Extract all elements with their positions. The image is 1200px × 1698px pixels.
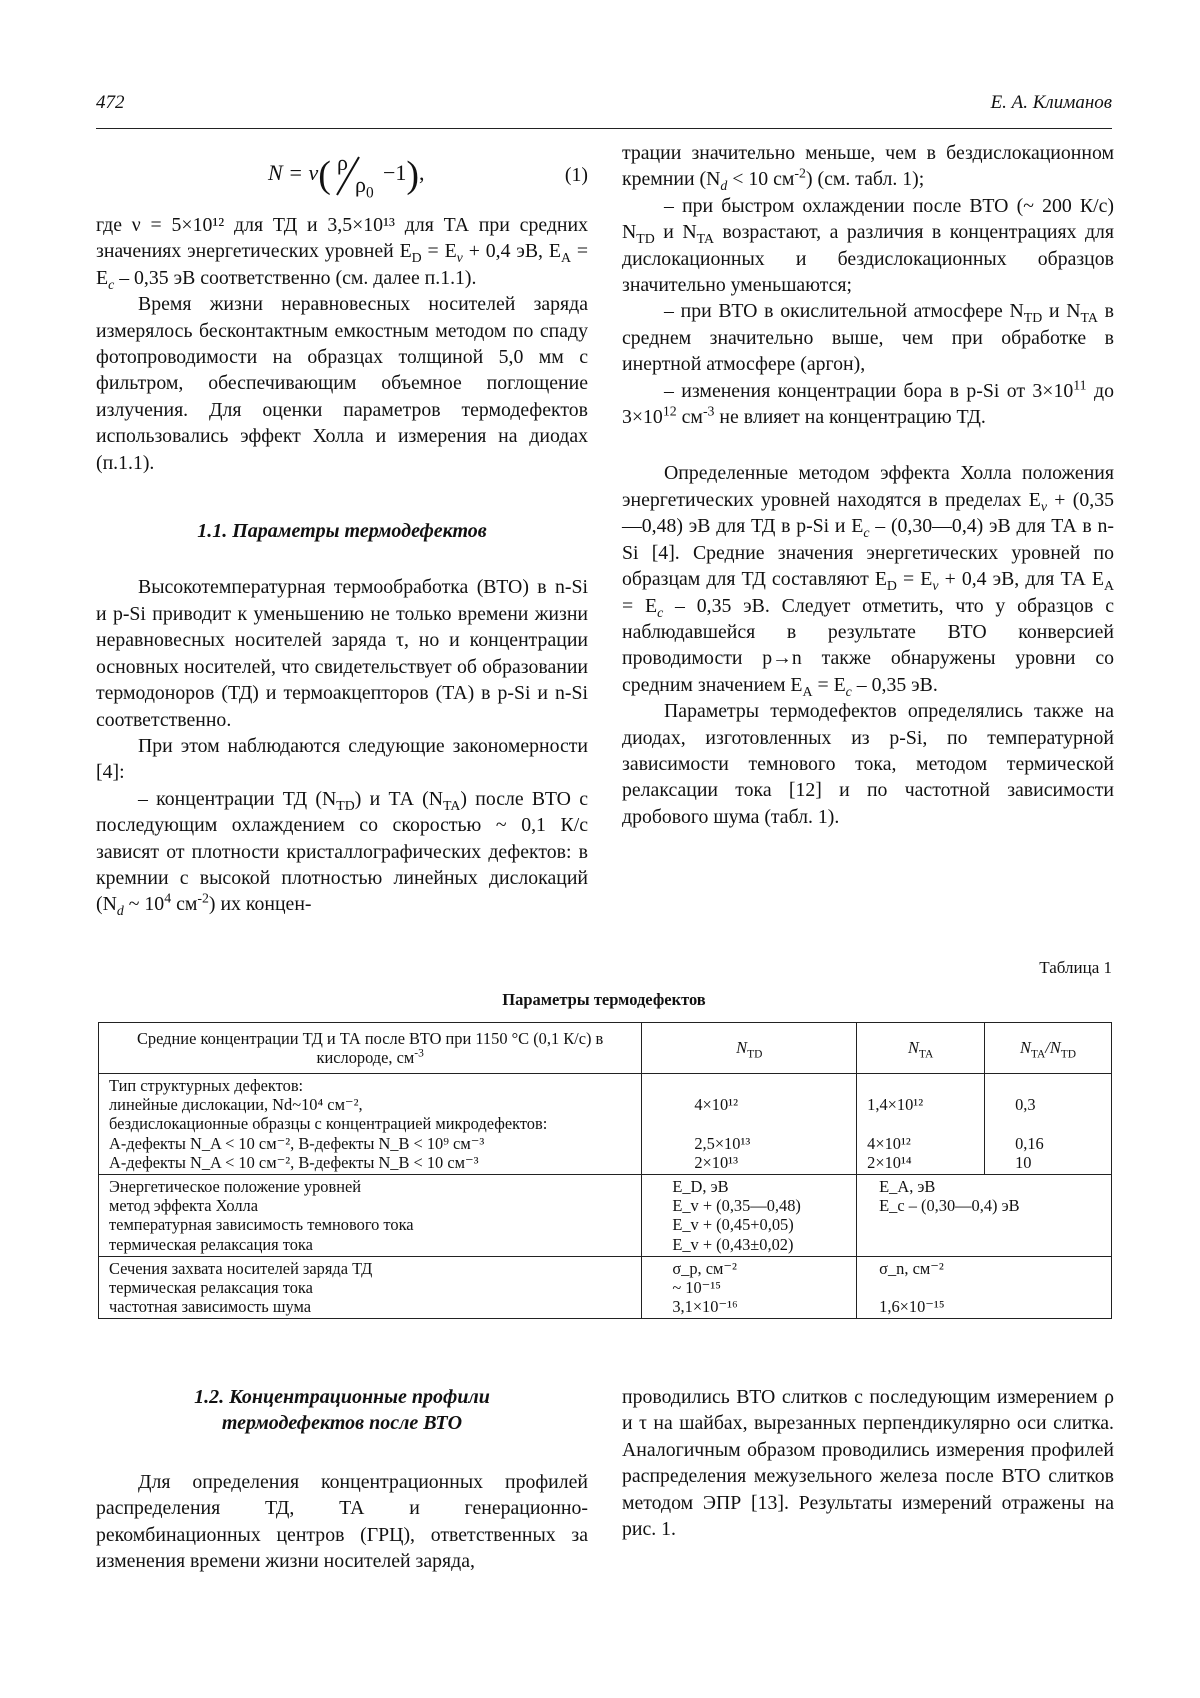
cell-ntd-values: 4×10¹² 2,5×10¹³ 2×10¹³ (642, 1074, 857, 1175)
equation-formula: N = ν( ρ $\rho_0$ −1), (268, 150, 425, 202)
paragraph-ingots: проводились ВТО слитков с последующим измерением ρ и τ на шайбах, вырезанных перпендикулярно оси слитка. Аналогичным образом проводились измерения профилей распределения межузельного железа после ВТО слитков методом ЭПР [13]. Результаты измерений отражены на рис. 1. (622, 1386, 1114, 1541)
running-header (96, 92, 1112, 129)
cell-nta-values: 1,4×10¹² 4×10¹² 2×10¹⁴ (857, 1074, 985, 1175)
fraction: ρ $\rho_0$ (336, 150, 374, 202)
paragraph-regularities: При этом наблюдаются следующие закономерности [4]: (96, 734, 588, 784)
cell-ratio-values: 0,3 0,16 10 (985, 1074, 1112, 1175)
cell-defect-types: Тип структурных дефектов: линейные дислокации, Nd~10⁴ см⁻², бездислокационные образцы с концентрацией микродефектов: А-дефекты N_A < 10 см⁻², В-дефекты N_B < 10⁹ см⁻³ А-дефекты N_A < 10 см⁻², В-дефекты N_B < 10 см⁻³ (99, 1074, 642, 1175)
equation-1 (96, 148, 588, 210)
paragraph-hall-levels: Определенные методом эффекта Холла положения энергетических уровней находятся в пределах $E_v$ + (0,35—0,48) эВ для ТД в p-Si и $E_c$ – (0,30—0,4) эВ для ТА в n-Si [4]. Средние значения энергетических уровней по образцам для ТД составляют $E_D = E_v + 0,4$ эВ, для ТА $E_A = E_c - 0,35$ эВ. Следует отметить, что у образцов с наблюдавшейся в результате ВТО конверсией проводимости p→n также обнаружены уровни со средним значением $E_A = E_c - 0,35$ эВ. (622, 462, 1115, 699)
defect-parameters-table (98, 1022, 1112, 1319)
paragraph-where: где ν = 5×10¹² для ТД и 3,5×10¹³ для ТА при средних значениях энергетических уровней $E_D = E_v + 0,4$ эВ, $E_A = E_c - 0,35$ эВ соответственно (см. далее п.1.1). (96, 214, 588, 292)
header-cell-nta: $N_{TA}$ (857, 1023, 985, 1074)
left-column (96, 148, 588, 918)
table-row (99, 1175, 1112, 1257)
header-cell-ratio: $N_{TA}/N_{TD}$ (985, 1023, 1112, 1074)
table-row (99, 1256, 1112, 1319)
paragraph-oxidizing: – при ВТО в окислительной атмосфере $N_{TD}$ и $N_{TA}$ в среднем значительно выше, чем при обработке в инертной атмосфере (аргон), (622, 300, 1114, 376)
header-cell-conditions: Средние концентрации ТД и ТА после ВТО при 1150 °С (0,1 К/с) в кислороде, $см^{-3}$ (99, 1023, 642, 1074)
paragraph-continued: трации значительно меньше, чем в бездислокационном кремнии ($N_d < 10$ $см^{-2}$) (см. табл. 1); (622, 142, 1114, 194)
cell-ed-values: E_D, эВ E_v + (0,35—0,48) E_v + (0,45+0,05) E_v + (0,43±0,02) (642, 1175, 857, 1257)
table-header-row (99, 1023, 1112, 1074)
paragraph-profiles: Для определения концентрационных профилей распределения ТД, ТА и генерационно-рекомбинационных центров (ГРЦ), ответственных за изменения времени жизни носителей заряда, (96, 1470, 588, 1573)
table-label: Таблица 1 (1039, 958, 1112, 977)
cell-ea-values: E_A, эВ E_c – (0,30—0,4) эВ (857, 1175, 1112, 1257)
section-heading-1-2: 1.2. Концентрационные профили термодефектов после ВТО (194, 1386, 490, 1435)
paragraph-fast-cooling: – при быстром охлаждении после ВТО (~ 200 К/с) $N_{TD}$ и $N_{TA}$ возрастают, а различия в концентрациях для дислокационных и бездислокационных образцов значительно уменьшаются; (622, 194, 1114, 297)
paragraph-lifetime: Время жизни неравновесных носителей заряда измерялось бесконтактным емкостным методом по спаду фотопроводимости на образцах толщиной 5,0 мм с фильтром, обеспечивающим объемное поглощение излучения. Для оценки параметров термодефектов использовались эффект Холла и измерения на диодах (п.1.1). (96, 293, 588, 474)
left-column-bottom (96, 1384, 588, 1574)
equation-number: (1) (564, 164, 588, 186)
page-number: 472 (96, 92, 125, 113)
section-heading-1-1: 1.1. Параметры термодефектов (197, 520, 487, 543)
author-name: Е. А. Климанов (990, 92, 1112, 113)
right-column-bottom (622, 1384, 1114, 1542)
cell-capture-cross-sections: Сечения захвата носителей заряда ТД термическая релаксация тока частотная зависимость шума (99, 1256, 642, 1319)
cell-sigma-p: σ_p, см⁻² ~ 10⁻¹⁵ 3,1×10⁻¹⁶ (642, 1256, 857, 1319)
paragraph-concentration: – концентрации ТД $(N_{TD})$ и ТА $(N_{TA})$ после ВТО с последующим охлаждением со скоростью ~ 0,1 К/с зависят от плотности кристаллографических дефектов: в кремнии с высокой плотностью линейных дислокаций ($N_d$ ~ $10^4$ $см^{-2}$) их концен- (96, 787, 588, 919)
paragraph-diodes: Параметры термодефектов определялись также на диодах, изготовленных из p-Si, по температурной зависимости темнового тока, методом термической релаксации тока [12] и по частотной зависимости дробового шума (табл. 1). (622, 700, 1114, 828)
paragraph-boron: – изменения концентрации бора в p-Si от $3\times 10^{11}$ до $3\times 10^{12}$ $см^{-3}$ не влияет на концентрацию ТД. (622, 377, 1114, 429)
right-column (622, 140, 1114, 830)
table-row (99, 1074, 1112, 1175)
paragraph-vto: Высокотемпературная термообработка (ВТО) в n-Si и p-Si приводит к уменьшению не только времени жизни неравновесных носителей заряда τ, но и концентрации основных носителей, что свидетельствует об образовании термодоноров (ТД) и термоакцепторов (ТА) в p-Si и n-Si соответственно. (96, 576, 588, 731)
cell-energy-levels: Энергетическое положение уровней метод эффекта Холла температурная зависимость темнового тока термическая релаксация тока (99, 1175, 642, 1257)
table-title: Параметры термодефектов (502, 990, 706, 1009)
header-cell-ntd: $N_{TD}$ (642, 1023, 857, 1074)
cell-sigma-n: σ_n, см⁻² 1,6×10⁻¹⁵ (857, 1256, 1112, 1319)
